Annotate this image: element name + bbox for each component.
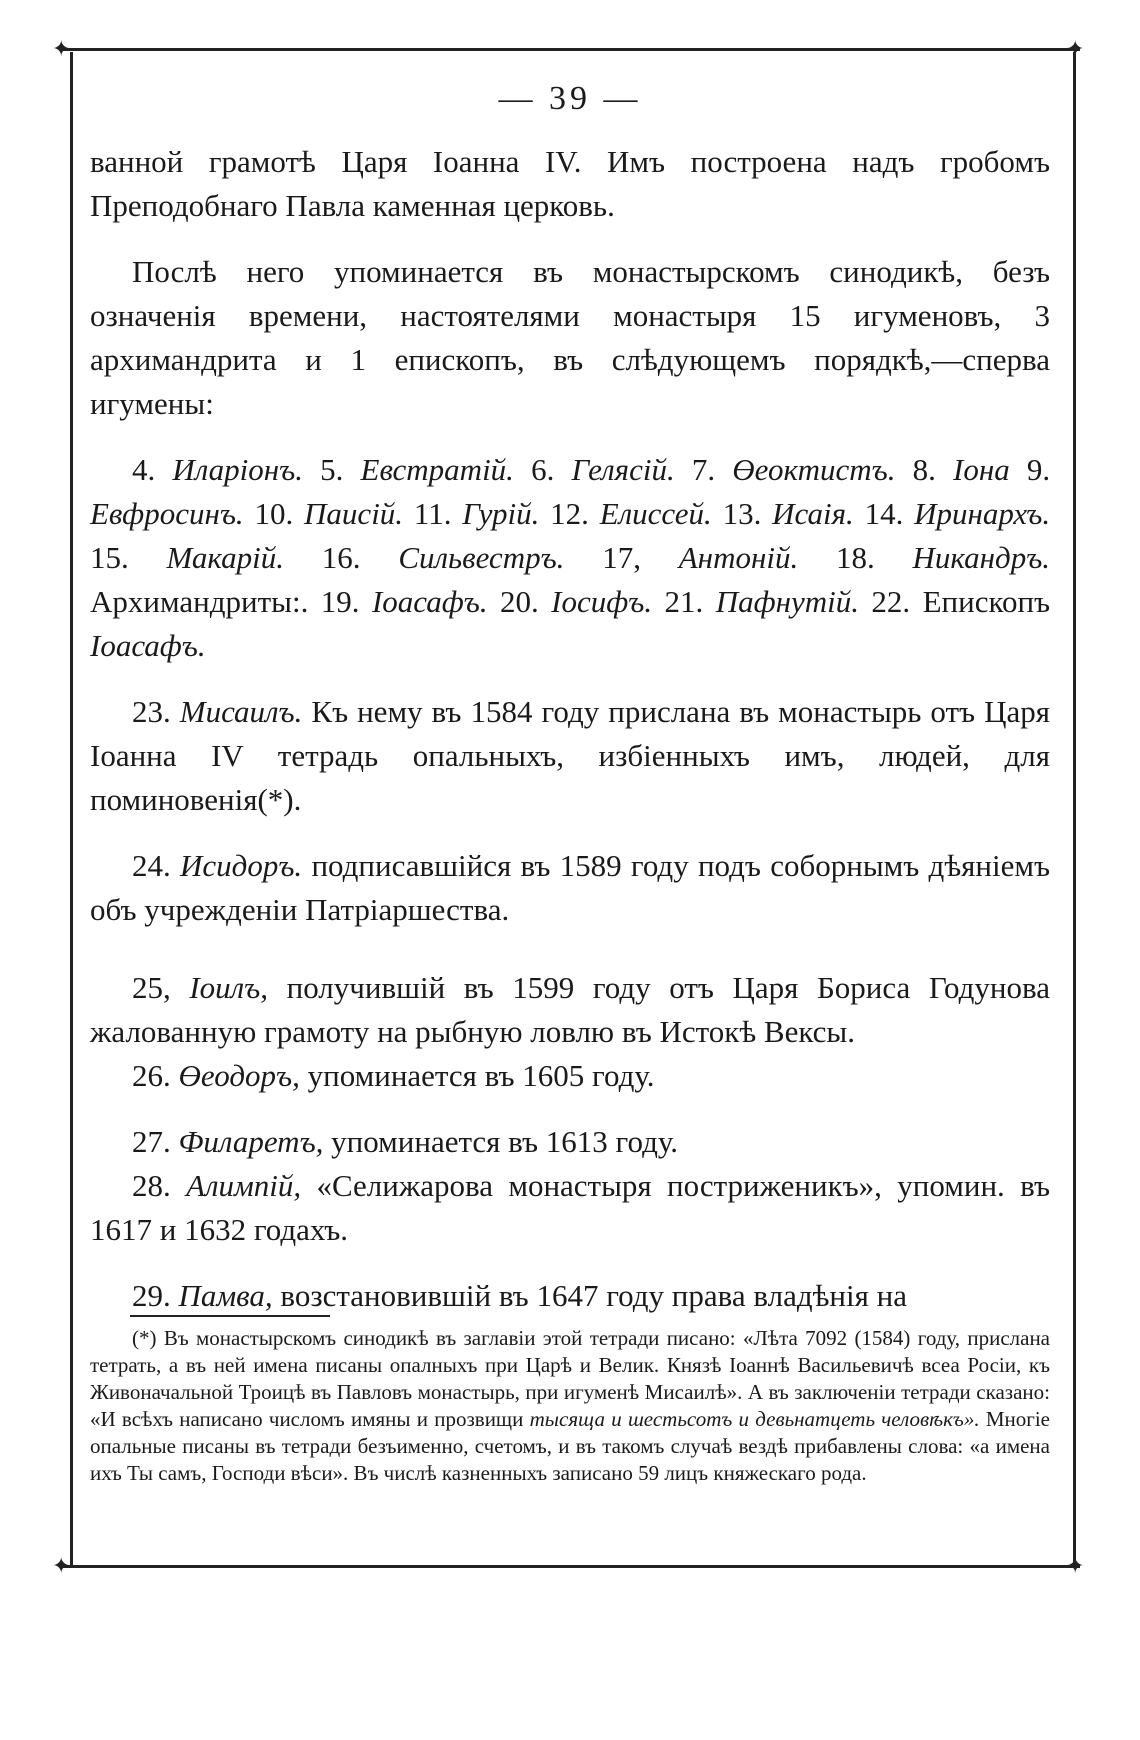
entry-28: 28. Алимпій, «Селижарова монастыря постриженикъ», упомин. въ 1617 и 1632 годахъ. — [90, 1168, 1050, 1247]
entry-25: 25, Іоилъ, получившій въ 1599 году отъ Царя Бориса Годунова жалованную грамоту на рыбную ловлю въ Истокѣ Вексы. — [90, 970, 1051, 1049]
corner-ornament-icon: ✦ — [1066, 1553, 1085, 1578]
entry-27: 27. Филаретъ, упоминается въ 1613 году. — [132, 1124, 679, 1159]
main-text — [90, 140, 1050, 1318]
footnote — [90, 1325, 1050, 1487]
corner-ornament-icon: ✦ — [52, 1553, 71, 1578]
entry-23: 23. Мисаилъ. Къ нему въ 1584 году прислана въ монастырь отъ Царя Іоанна IV тетрадь опальныхъ, избіенныхъ имъ, людей, для поминовенія(*). — [90, 694, 1050, 817]
footnote-text: (*) Въ монастырскомъ синодикѣ въ заглавіи этой тетради писано: «Лѣта 7092 (1584) году, прислана тетрать, а въ ней имена писаны опалныхъ при Царѣ и Велик. Князѣ Іоаннѣ Васильевичѣ всеа Росіи, къ Живоначальной Троицѣ въ Павловъ монастырь, при игуменѣ Мисаилѣ». А въ заключеніи тетради сказано: «И всѣхъ написано числомъ имяны и прозвищи тысяща и шестьсотъ и девьнатцеть человѣкъ». Многіе опальные писаны въ тетради безъименно, счетомъ, и въ такомъ случаѣ вездѣ прибавлены слова: «а имена ихъ Ты самъ, Господи вѣси». Въ числѣ казненныхъ записано 59 лицъ княжескаго рода. — [90, 1326, 1051, 1485]
corner-ornament-icon: ✦ — [1066, 36, 1085, 61]
corner-ornament-icon: ✦ — [52, 36, 71, 61]
paragraph-2: Послѣ него упоминается въ монастырскомъ синодикѣ, безъ означенія времени, настоятелями монастыря 15 игуменовъ, 3 архимандрита и 1 епископъ, въ слѣдующемъ порядкѣ,—сперва игумены: — [90, 254, 1050, 421]
entry-29: 29. Памва, возстановившій въ 1647 году права владѣнія на — [132, 1278, 907, 1313]
entry-26: 26. Өеодоръ, упоминается въ 1605 году. — [132, 1058, 655, 1093]
page-number: — 39 — — [498, 80, 642, 117]
abbots-list: 4. Иларіонъ. 5. Евстратій. 6. Гелясій. 7. Өеоктистъ. 8. Іона 9. Евфросинъ. 10. Паисій. 11. Гурій. 12. Елиссей. 13. Исаія. 14. Иринархъ. 15. Макарій. 16. Сильвестръ. 17, Антоній. 18. Никандръ. Архимандриты:. 19. Іоасафъ. 20. Іосифъ. 21. Пафнутій. 22. Епископъ Іоасафъ. — [90, 452, 1051, 663]
paragraph-1: ванной грамотѣ Царя Іоанна IV. Имъ построена надъ гробомъ Преподобнаго Павла каменная церковь. — [90, 144, 1050, 223]
bottom-border-rule — [60, 1565, 1080, 1568]
footnote-rule — [130, 1315, 330, 1317]
top-border-rule — [60, 48, 1080, 51]
entry-24: 24. Исидоръ. подписавшійся въ 1589 году подъ соборнымъ дѣяніемъ объ учрежденіи Патріаршества. — [90, 848, 1051, 927]
